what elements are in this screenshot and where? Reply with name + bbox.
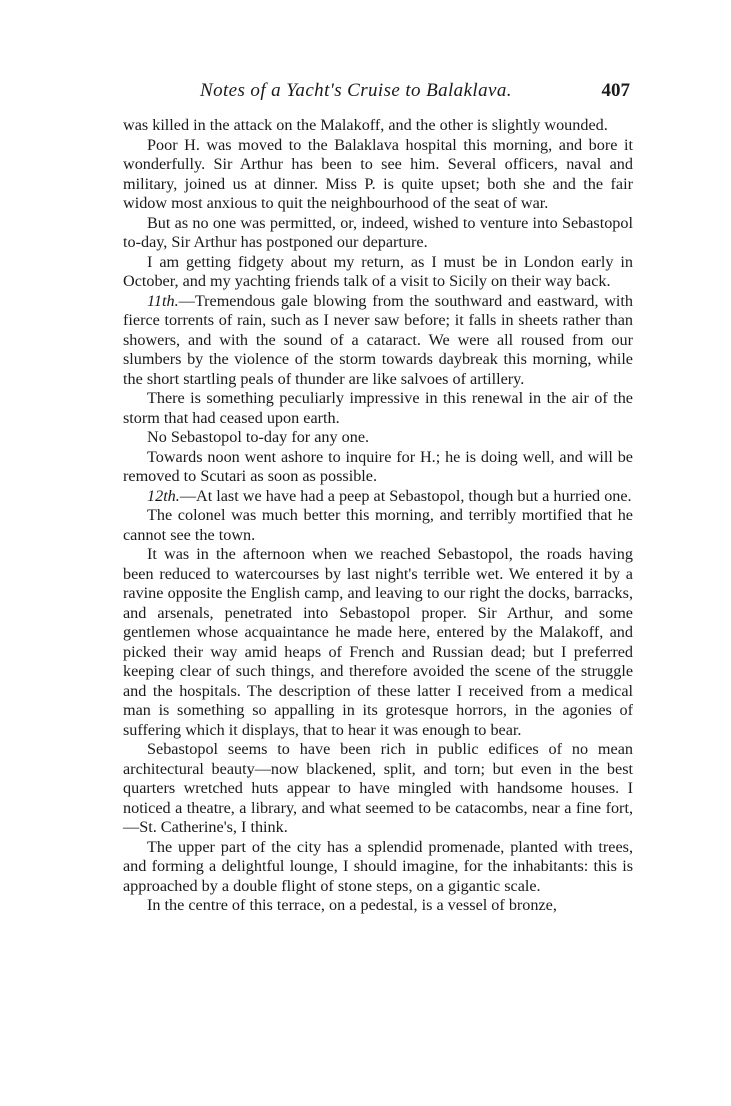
dated-paragraph — [123, 487, 633, 507]
entry-date: 12th. — [147, 486, 180, 505]
paragraph: Sebastopol seems to have been rich in public edifices of no mean architectural beauty—now blackened, split, and torn; but even in the best quarters wretched huts appear to have mingled with handsome houses. I noticed a theatre, a library, and what seemed to be catacombs, near a fine fort,—St. Catherine's, I think. — [123, 740, 633, 836]
paragraph: In the centre of this terrace, on a pedestal, is a vessel of bronze, — [147, 896, 557, 914]
paragraph: But as no one was permitted, or, indeed, wished to venture into Sebastopol to-day, Sir Arthur has postponed our departure. — [123, 213, 633, 251]
paragraph-text: —At last we have had a peep at Sebastopol, though but a hurried one. — [179, 486, 632, 505]
paragraph: Towards noon went ashore to inquire for H.; he is doing well, and will be removed to Scutari as soon as possible. — [123, 447, 633, 485]
paragraph: It was in the afternoon when we reached Sebastopol, the roads having been reduced to watercourses by last night's terrible wet. We entered it by a ravine opposite the English camp, and leaving to our right the docks, barracks, and arsenals, penetrated into Sebastopol proper. Sir Arthur, and some gentlemen whose acquaintance he made here, entered by the Malakoff, and picked their way amid heaps of French and Russian dead; but I preferred keeping clear of such things, and therefore avoided the scene of the struggle and the hospitals. The description of these latter I received from a medical man is something so appalling in its grotesque horrors, in the agonies of suffering which it displays, that to hear it was enough to bear. — [123, 545, 633, 739]
paragraph: The upper part of the city has a splendid promenade, planted with trees, and forming a delightful lounge, I should imagine, for the inhabitants: this is approached by a double flight of stone steps, on a gigantic scale. — [123, 837, 633, 895]
entry-date: 11th. — [147, 291, 179, 310]
paragraph: The colonel was much better this morning, and terribly mortified that he cannot see the town. — [123, 506, 633, 544]
page-number: 407 — [601, 80, 630, 101]
running-title: Notes of a Yacht's Cruise to Balaklava. — [200, 80, 512, 101]
paragraph: Poor H. was moved to the Balaklava hospital this morning, and bore it wonderfully. Sir Arthur has been to see him. Several officers, naval and military, joined us at dinner. Miss P. is quite upset; both she and the fair widow most anxious to quit the neighbourhood of the seat of war. — [123, 135, 633, 212]
dated-paragraph — [123, 292, 633, 390]
paragraph: No Sebastopol to-day for any one. — [147, 428, 370, 446]
paragraph-text: —Tremendous gale blowing from the southward and eastward, with fierce torrents of rain, such as I never saw before; it falls in sheets rather than showers, and with the sound of a cataract. We were all roused from our slumbers by the violence of the storm towards daybreak this morning, while the short startling peals of thunder are like salvoes of artillery. — [123, 291, 633, 388]
paragraph: There is something peculiarly impressive in this renewal in the air of the storm that had ceased upon earth. — [123, 389, 633, 427]
body-text — [123, 116, 633, 916]
paragraph: I am getting fidgety about my return, as I must be in London early in October, and my yachting friends talk of a visit to Sicily on their way back. — [123, 252, 633, 290]
page-header — [122, 80, 632, 108]
paragraph: was killed in the attack on the Malakoff, and the other is slightly wounded. — [123, 116, 608, 134]
